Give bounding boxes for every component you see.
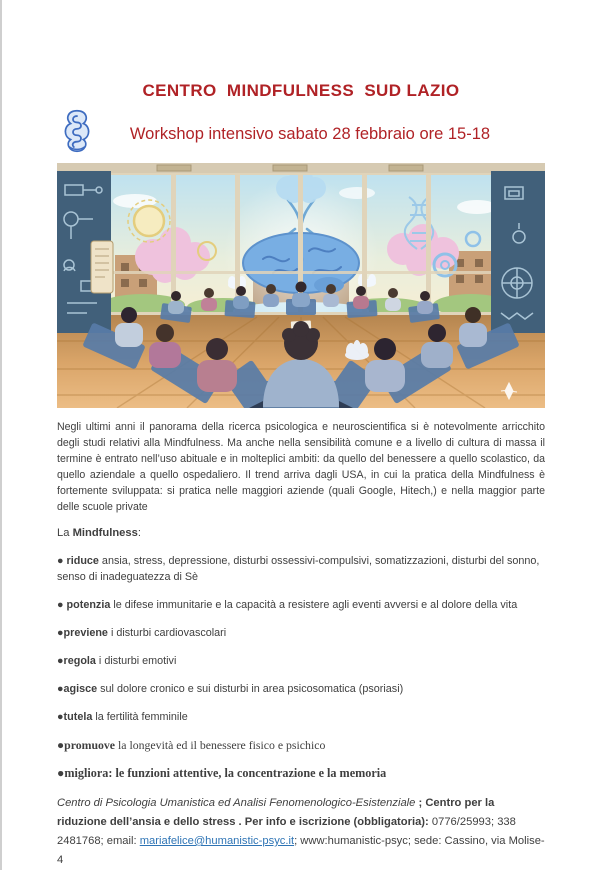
contact-footer (57, 794, 545, 870)
bullet-marker: ● (57, 683, 64, 695)
heading-prefix: La (57, 527, 73, 539)
benefit-item-riduce (57, 553, 545, 585)
page-title: CENTRO MINDFULNESS SUD LAZIO (142, 81, 460, 100)
bullet-marker: ● (57, 738, 65, 752)
benefit-text: la longevità ed il benessere fisico e psichico (115, 738, 326, 752)
bullet-marker: ● (57, 599, 67, 611)
benefit-text: le funzioni attentive, la concentrazione e la memoria (112, 766, 387, 780)
heading-suffix: : (137, 527, 141, 539)
benefit-item-agisce (57, 681, 545, 697)
address-text: ; www:humanistic-psyc; sede: Cassino, via Molise-4 (57, 835, 545, 866)
benefit-text: sul dolore cronico e sui disturbi in area psicosomatica (psoriasi) (97, 683, 404, 695)
benefit-keyword: potenzia (66, 599, 111, 611)
benefit-text: la fertilità femminile (92, 711, 188, 723)
bullet-marker: ● (57, 711, 64, 723)
benefit-keyword: previene (63, 627, 108, 639)
benefit-text: i disturbi cardiovascolari (107, 627, 227, 639)
benefit-item-migliora (57, 765, 545, 781)
subtitle-row (57, 124, 545, 145)
phone-numbers: 0776/25993; 338 2481768; email: (57, 816, 516, 847)
intro-paragraph: Negli ultimi anni il panorama della ricerca psicologica e neuroscientifica si è notevolmente arricchito degli studi relativi alla Mindfulness. Ma anche nella sensibilità comune e a livello di cultura di massa il termine è entrato nell’uso abituale e in molteplici ambiti: da quello del benessere a quello scolastico, da quello aziendale a quello ospedaliero. Il trend arriva dagli USA, in cui la pratica della Mindfulness è fortemente sviluppata: si pratica nelle maggiori aziende (quali Google, Hitech,) e nella maggior parte delle scuole private (57, 421, 545, 513)
heading-keyword: Mindfulness (72, 527, 138, 539)
benefit-keyword: agisce (63, 683, 98, 695)
bullet-marker: ● (57, 627, 64, 639)
benefit-item-promuove (57, 737, 545, 753)
benefit-keyword: riduce (66, 555, 99, 567)
benefit-keyword: migliora: (64, 766, 113, 780)
benefit-item-previene (57, 625, 545, 641)
org-name-italic: Centro di Psicologia Umanistica ed Analisi Fenomenologico-Esistenziale (57, 797, 419, 809)
org-name-bold: ; Centro per la riduzione dell’ansia e dello stress . Per info e iscrizione (obbligatoria): (57, 797, 495, 828)
benefit-item-potenzia (57, 597, 545, 613)
benefit-keyword: regola (63, 655, 96, 667)
email-link[interactable]: mariafelice@humanistic-psyc.it (139, 835, 295, 847)
bullet-marker: ● (57, 555, 67, 567)
benefit-keyword: tutela (63, 711, 93, 723)
workshop-subtitle: Workshop intensivo sabato 28 febbraio ore 15-18 (129, 125, 491, 143)
benefit-item-regola (57, 653, 545, 669)
benefit-text: i disturbi emotivi (95, 655, 177, 667)
chalkboard-right (491, 171, 545, 333)
bullet-marker: ● (57, 655, 64, 667)
mindfulness-heading (57, 525, 545, 541)
bullet-marker: ● (57, 766, 65, 780)
center-logo-icon (61, 108, 93, 154)
benefit-text: le difese immunitarie e la capacità a resistere agli eventi avversi e al dolore della vita (110, 599, 518, 611)
benefit-keyword: promuove (64, 738, 116, 752)
benefit-item-tutela (57, 709, 545, 725)
hero-illustration (57, 163, 545, 408)
benefit-text: ansia, stress, depressione, disturbi ossessivi-compulsivi, somatizzazioni, disturbi del sonno, senso di inadeguatezza di Sè (57, 555, 540, 583)
